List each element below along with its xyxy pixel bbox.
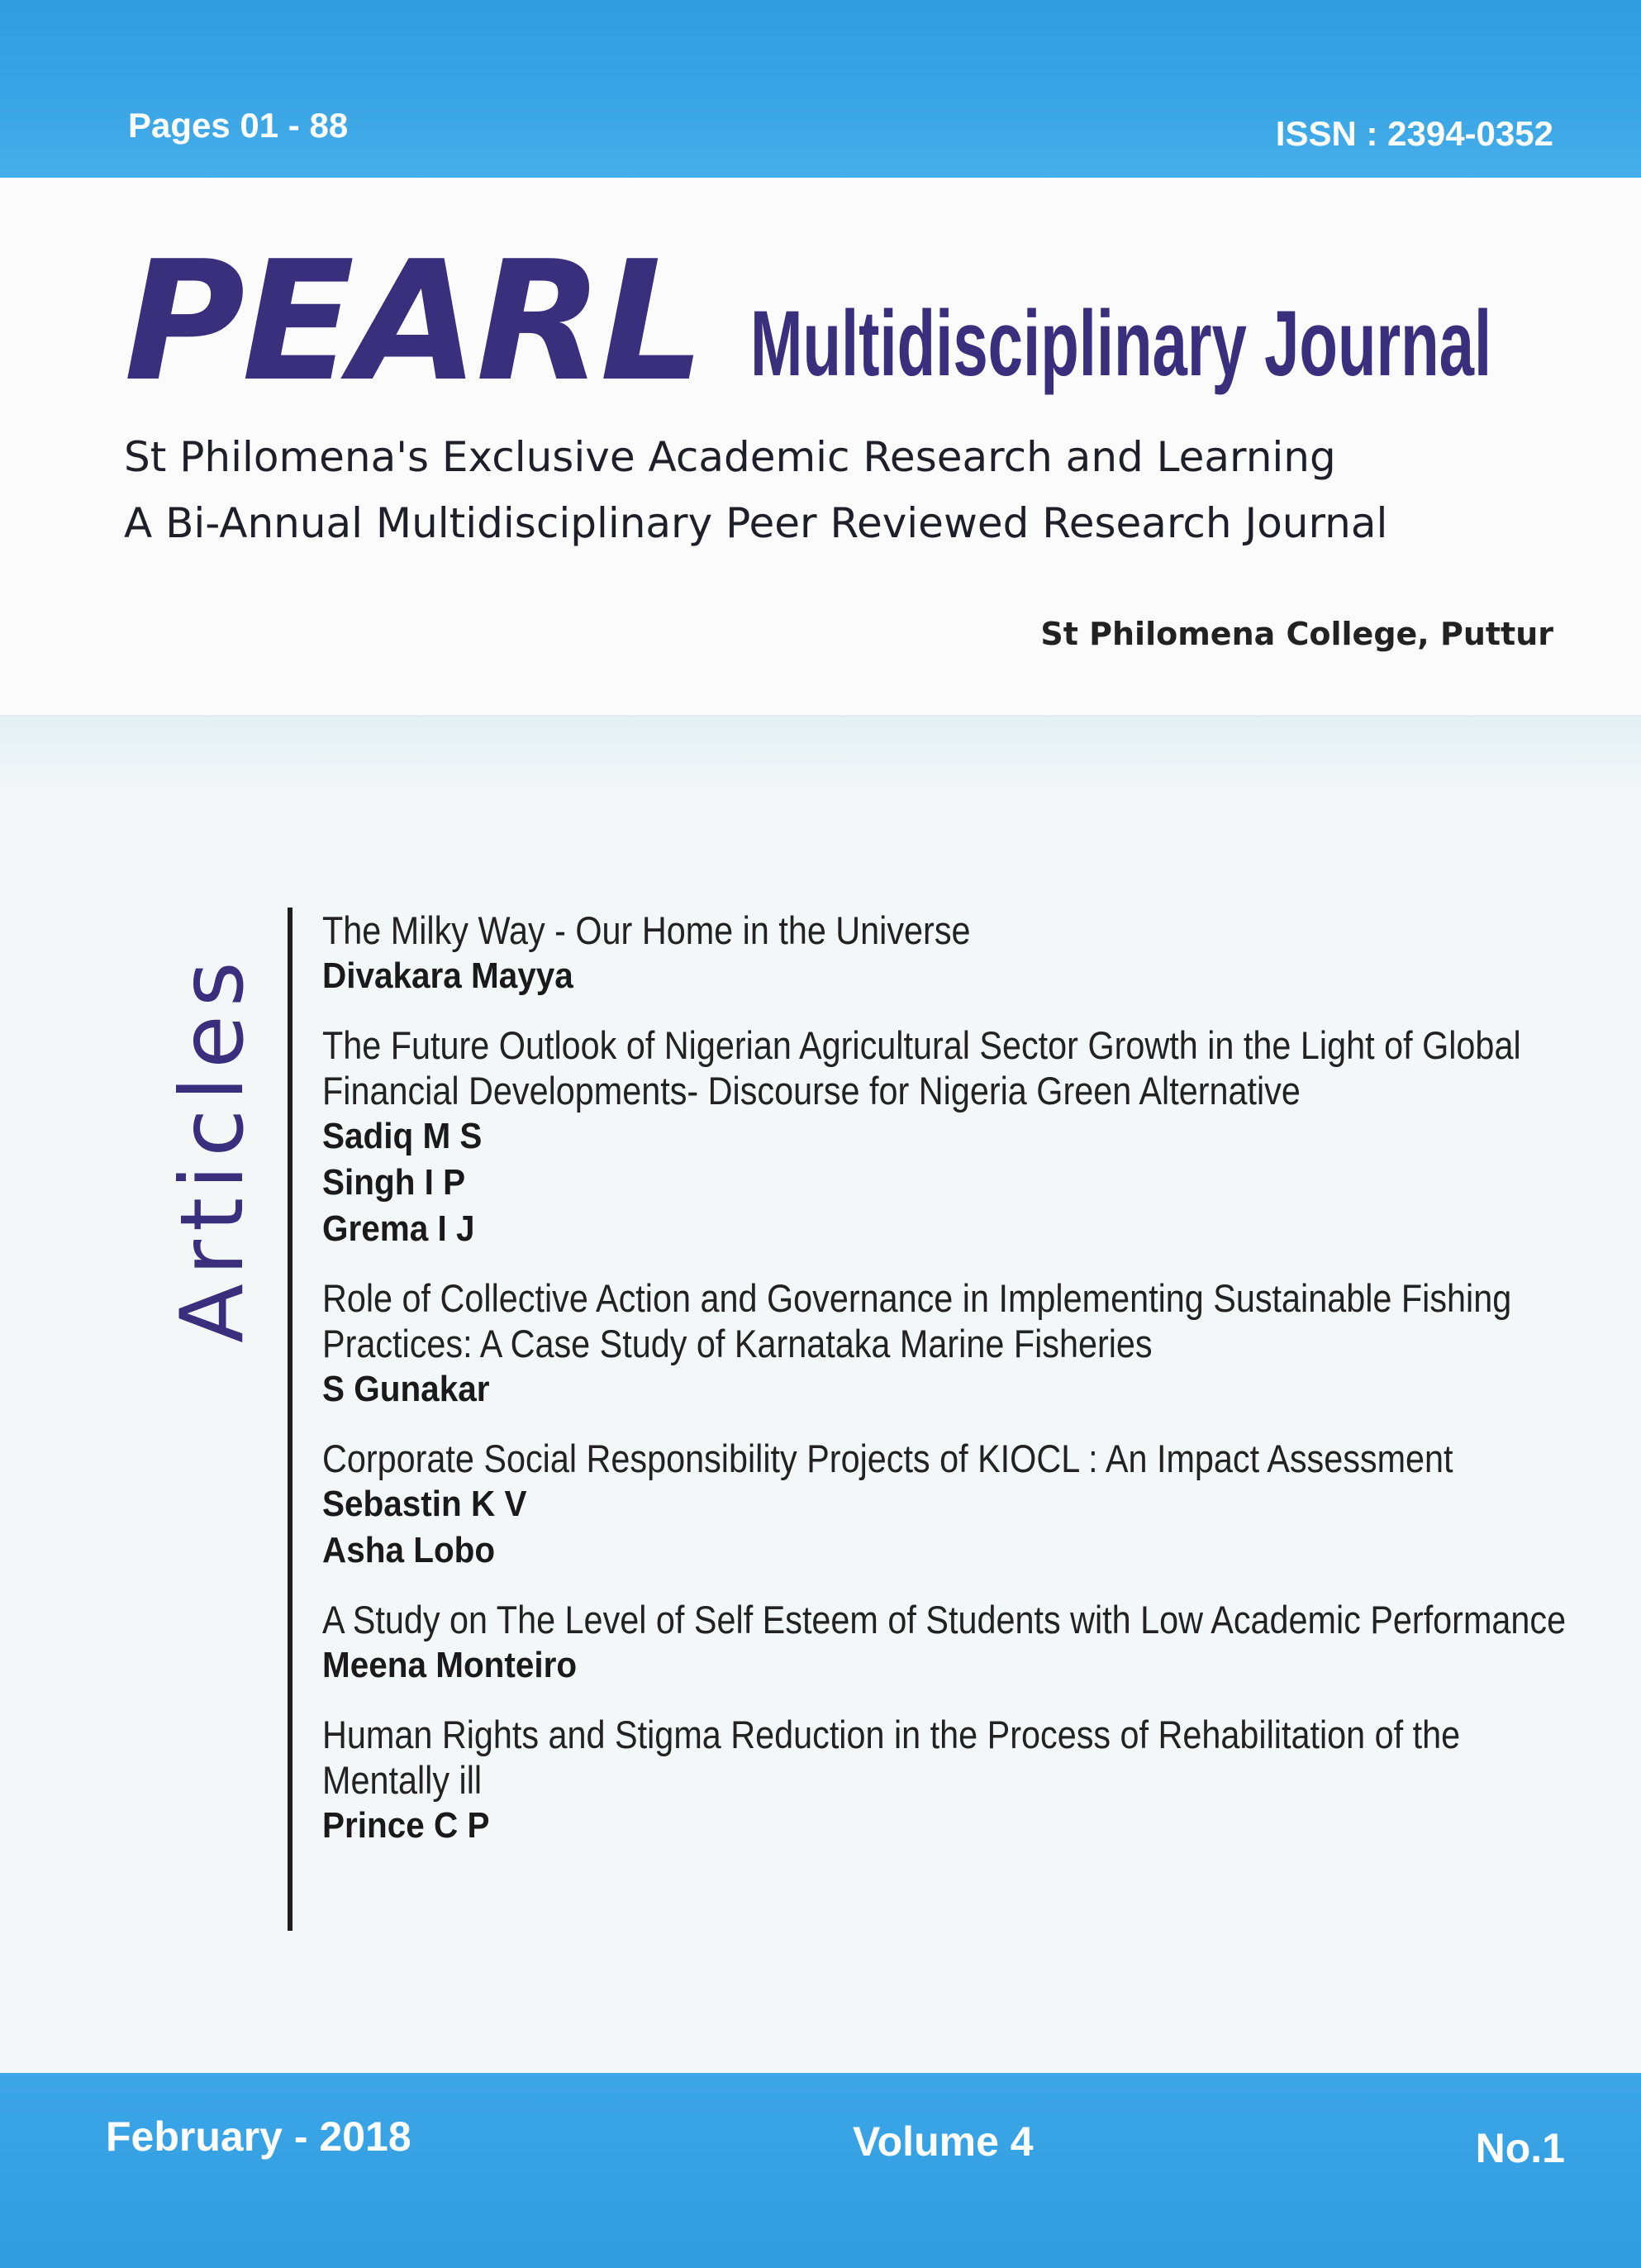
- article-entry: [322, 1275, 1578, 1413]
- article-title: Human Rights and Stigma Reduction in the Process of Rehabilitation of the Mentally ill: [322, 1713, 1461, 1802]
- article-title: The Future Outlook of Nigerian Agricultural Sector Growth in the Light of Global Financial Developments- Discourse for Nigeria Green Alternative: [322, 1023, 1521, 1113]
- article-entry: [322, 908, 1578, 999]
- pearl-logo: PEARL: [124, 226, 702, 418]
- top-band: [0, 0, 1641, 178]
- issn-number: ISSN : 2394-0352: [1275, 114, 1553, 153]
- issue-number: No.1: [1475, 2125, 1565, 2171]
- journal-name: Multidisciplinary Journal: [750, 292, 1492, 395]
- college-name: St Philomena College, Puttur: [1040, 616, 1553, 652]
- journal-description: A Bi-Annual Multidisciplinary Peer Reviewed Research Journal: [124, 499, 1388, 547]
- article-author: Sebastin K V: [322, 1484, 527, 1524]
- article-author: Singh I P: [322, 1162, 466, 1203]
- article-list: [322, 908, 1578, 1872]
- article-title: Corporate Social Responsibility Projects of KIOCL : An Impact Assessment: [322, 1437, 1453, 1480]
- article-entry: [322, 1022, 1578, 1252]
- journal-subtitle: St Philomena's Exclusive Academic Research and Learning: [124, 433, 1336, 481]
- article-entry: [322, 1712, 1578, 1849]
- article-author: Meena Monteiro: [322, 1645, 578, 1685]
- divider-line: [288, 908, 293, 1931]
- article-title: The Milky Way - Our Home in the Universe: [322, 908, 971, 952]
- volume-number: Volume 4: [853, 2118, 1034, 2165]
- article-entry: [322, 1597, 1578, 1689]
- article-author: Sadiq M S: [322, 1116, 483, 1156]
- article-title: A Study on The Level of Self Esteem of Students with Low Academic Performance: [322, 1598, 1567, 1641]
- bottom-band: [0, 2073, 1641, 2268]
- light-band: [0, 715, 1641, 806]
- article-author: S Gunakar: [322, 1369, 490, 1409]
- issue-date: February - 2018: [106, 2113, 411, 2160]
- article-author: Prince C P: [322, 1805, 490, 1846]
- article-author: Asha Lobo: [322, 1530, 496, 1570]
- article-author: Grema I J: [322, 1208, 475, 1249]
- article-title: Role of Collective Action and Governance in Implementing Sustainable Fishing Practices: A Case Study of Karnataka Marine Fisheries: [322, 1276, 1512, 1365]
- article-author: Divakara Mayya: [322, 955, 573, 996]
- articles-heading: Articles: [162, 953, 263, 1343]
- page-range: Pages 01 - 88: [128, 106, 349, 145]
- article-entry: [322, 1436, 1578, 1574]
